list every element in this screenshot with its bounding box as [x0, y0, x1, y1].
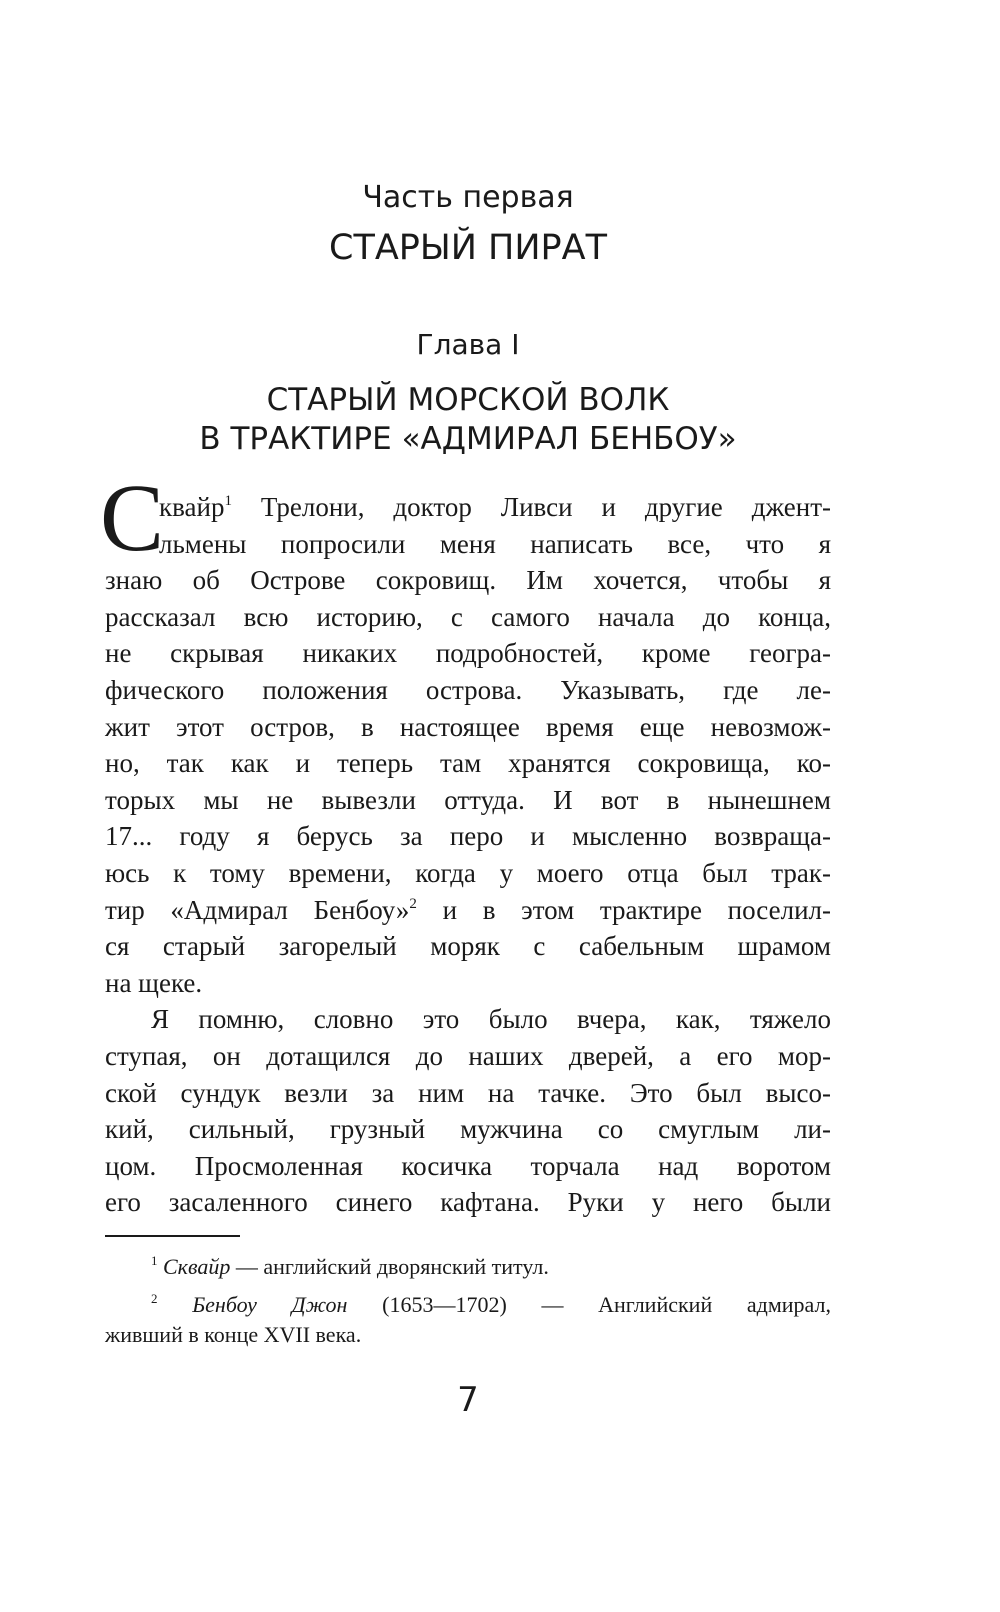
text-line: ской сундук везли за ним на тачке. Это был высо- [105, 1077, 831, 1108]
body-text [105, 489, 831, 1221]
text-line: рассказал всю историю, с самого начала до конца, [105, 601, 831, 632]
text-line [105, 489, 831, 526]
text-line: но, так как и теперь там хранятся сокровища, ко- [105, 748, 831, 779]
footnote-number: 1 [151, 1253, 158, 1268]
drop-cap: С [100, 464, 165, 571]
text-line: ся старый загорелый моряк с сабельным шрамом [105, 931, 831, 962]
text-line: фического положения острова. Указывать, где ле- [105, 674, 831, 705]
text-line: 17... году я берусь за перо и мысленно возвраща- [105, 821, 831, 852]
chapter-title-line2: В ТРАКТИРЕ «АДМИРАЛ БЕНБОУ» [199, 421, 737, 457]
footnote-1 [105, 1252, 831, 1282]
text-line: жит этот остров, в настоящее время еще невозмож- [105, 711, 831, 742]
footnote-divider [105, 1235, 240, 1237]
footnote-term: Бенбоу Джон [192, 1292, 348, 1317]
text-line: знаю об Острове сокровищ. Им хочется, чтобы я [105, 565, 831, 596]
footnote-text: (1653—1702) — Английский адмирал, [347, 1292, 831, 1317]
footnote-ref: 2 [409, 895, 417, 912]
footnote-line: живший в конце XVII века. [105, 1322, 362, 1347]
text-segment: квайр [159, 492, 225, 522]
footnote-text: — английский дворянский титул. [230, 1254, 549, 1279]
text-line: торых мы не вывезли оттуда. И вот в нынешнем [105, 784, 831, 815]
text-line [105, 892, 831, 929]
footnote-ref: 1 [224, 493, 232, 509]
text-line: на щеке. [105, 967, 203, 998]
footnote-number: 2 [151, 1291, 158, 1306]
text-line: юсь к тому времени, когда у моего отца был трак- [105, 857, 831, 888]
text-line: его засаленного синего кафтана. Руки у него были [105, 1187, 831, 1218]
text-line: льмены попросили меня написать все, что я [159, 528, 831, 559]
chapter-title-line1: СТАРЫЙ МОРСКОЙ ВОЛК [266, 382, 670, 418]
footnote-term: Сквайр [163, 1254, 231, 1279]
text-segment: Трелони, доктор Ливси и другие джент- [231, 492, 831, 522]
text-segment: и в этом трактире поселил- [416, 894, 831, 925]
page-number: 7 [457, 1380, 479, 1420]
text-segment: тир «Адмирал Бенбоу» [105, 894, 410, 925]
footnote-line [105, 1290, 831, 1320]
text-line: цом. Просмоленная косичка торчала над воротом [105, 1150, 831, 1181]
text-line: ступая, он дотащился до наших дверей, а его мор- [105, 1040, 831, 1071]
text-line: кий, сильный, грузный мужчина со смуглым ли- [105, 1114, 831, 1145]
part-label: Часть первая [362, 180, 574, 215]
chapter-label: Глава I [416, 328, 520, 361]
footnote-2 [105, 1290, 831, 1350]
text-line: не скрывая никаких подробностей, кроме геогра- [105, 638, 831, 669]
text-line: Я помню, словно это было вчера, как, тяжело [151, 1004, 831, 1035]
part-title: СТАРЫЙ ПИРАТ [329, 228, 607, 268]
